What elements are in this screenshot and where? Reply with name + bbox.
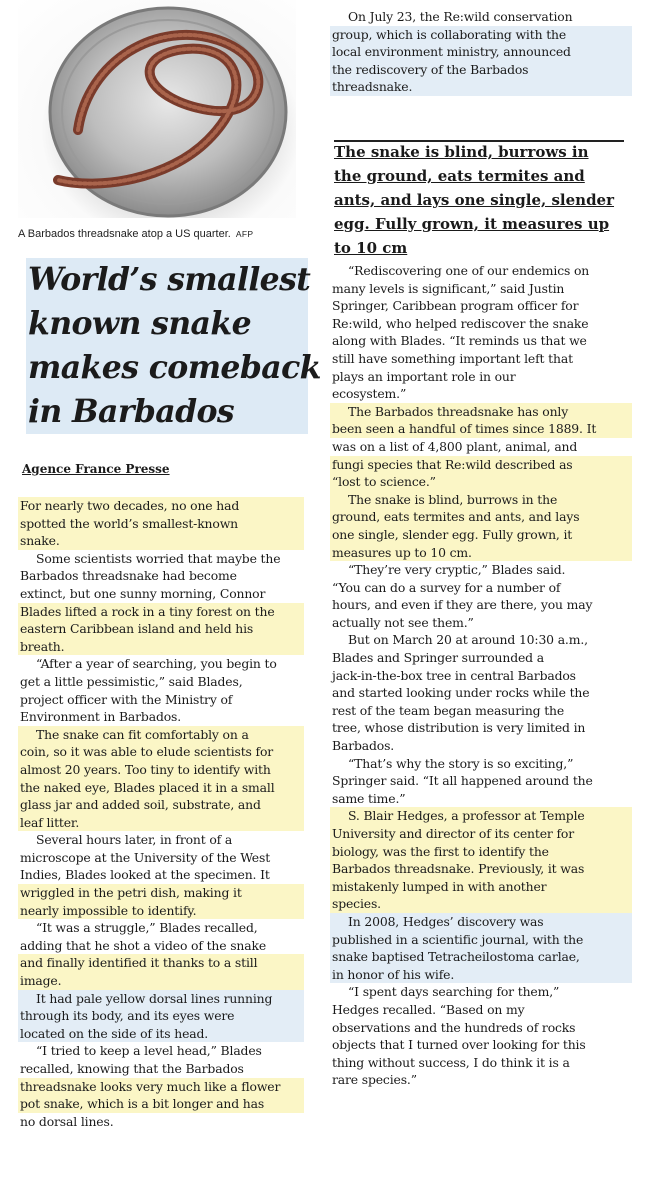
pull-quote-line: to 10 cm [334, 239, 408, 257]
text-line: local environment ministry, announced [330, 43, 632, 61]
text-line: wriggled in the petri dish, making it [18, 884, 304, 902]
text-line: The snake can fit comfortably on a [18, 726, 304, 744]
text-line: biology, was the first to identify the [330, 843, 632, 861]
text-line: Some scientists worried that maybe the [36, 550, 281, 566]
text-line: Barbados threadsnake. Previously, it was [330, 860, 632, 878]
text-line: leaf litter. [18, 814, 304, 832]
headline-line: makes comeback [26, 346, 308, 390]
headline-line: World’s smallest [26, 258, 308, 302]
text-line: S. Blair Hedges, a professor at Temple [330, 807, 632, 825]
text-line: But on March 20 at around 10:30 a.m., [348, 632, 588, 648]
text-line: same time.” [332, 790, 406, 806]
pull-quote-rule [334, 140, 624, 142]
pull-quote-line: ants, and lays one single, slender [334, 191, 615, 209]
text-line: On July 23, the Re:wild conservation [348, 9, 573, 24]
text-line: published in a scientific journal, with the [330, 931, 632, 949]
text-line: been seen a handful of times since 1889. It [330, 420, 632, 438]
right-article-body [330, 262, 632, 1089]
text-line: snake. [18, 532, 304, 550]
text-line: Indies, Blades looked at the specimen. It [20, 867, 270, 883]
text-line: Re:wild, who helped rediscover the snake [332, 315, 589, 331]
text-line: measures up to 10 cm. [330, 544, 632, 562]
text-line: in honor of his wife. [330, 966, 632, 984]
text-line: Environment in Barbados. [20, 709, 182, 725]
text-line: and started looking under rocks while the [332, 685, 590, 701]
text-line: snake baptised Tetracheilostoma carlae, [330, 948, 632, 966]
text-line: For nearly two decades, no one had [18, 497, 304, 515]
text-line: Springer said. “It all happened around the [332, 773, 593, 789]
text-line: hours, and even if they are there, you may [332, 597, 593, 613]
text-line: project officer with the Ministry of [20, 691, 233, 707]
text-line: The snake is blind, burrows in the [330, 491, 632, 509]
text-line: It had pale yellow dorsal lines running [18, 990, 304, 1008]
text-line: pot snake, which is a bit longer and has [18, 1095, 304, 1113]
text-line: was on a list of 4,800 plant, animal, and [332, 438, 578, 454]
text-line: along with Blades. “It reminds us that we [332, 333, 587, 349]
text-line: image. [18, 972, 304, 990]
headline [26, 258, 321, 434]
text-line: Blades lifted a rock in a tiny forest on the [18, 603, 304, 621]
text-line: “I spent days searching for them,” [348, 984, 560, 1000]
pull-quote-line: egg. Fully grown, it measures up [334, 215, 610, 233]
text-line: ecosystem.” [332, 386, 407, 402]
text-line: jack-in-the-box tree in central Barbados [332, 667, 576, 683]
text-line: actually not see them.” [332, 614, 474, 630]
caption-credit: AFP [235, 229, 254, 239]
text-line: In 2008, Hedges’ discovery was [330, 913, 632, 931]
left-article-body [18, 497, 304, 1130]
text-line: microscope at the University of the West [20, 849, 271, 865]
text-line: Blades and Springer surrounded a [332, 650, 544, 666]
text-line: “I tried to keep a level head,” Blades [36, 1043, 262, 1059]
text-line: “It was a struggle,” Blades recalled, [36, 920, 258, 936]
headline-line: in Barbados [26, 390, 308, 434]
text-line: extinct, but one sunny morning, Connor [20, 585, 266, 601]
text-line: many levels is significant,” said Justin [332, 280, 565, 296]
text-line: species. [330, 895, 632, 913]
text-line: through its body, and its eyes were [18, 1007, 304, 1025]
text-line: the naked eye, Blades placed it in a small [18, 779, 304, 797]
text-line: threadsnake looks very much like a flower [18, 1078, 304, 1096]
text-line: “You can do a survey for a number of [332, 579, 561, 595]
right-intro [330, 8, 632, 96]
text-line: nearly impossible to identify. [18, 902, 304, 920]
text-line: one single, slender egg. Fully grown, it [330, 526, 632, 544]
text-line: recalled, knowing that the Barbados [20, 1061, 244, 1076]
text-line: the rediscovery of the Barbados [330, 61, 632, 79]
text-line: “Rediscovering one of our endemics on [348, 263, 590, 278]
text-line: Barbados. [332, 738, 395, 754]
text-line: observations and the hundreds of rocks [332, 1019, 576, 1035]
text-line: University and director of its center for [330, 825, 632, 843]
text-line: The Barbados threadsnake has only [330, 403, 632, 421]
text-line: get a little pessimistic,” said Blades, [20, 673, 243, 689]
text-line: located on the side of its head. [18, 1025, 304, 1043]
text-line: “They’re very cryptic,” Blades said. [348, 562, 566, 578]
text-line: Hedges recalled. “Based on my [332, 1001, 525, 1017]
text-line: tree, whose distribution is very limited in [332, 720, 586, 736]
text-line: plays an important role in our [332, 368, 516, 384]
text-line: glass jar and added soil, substrate, and [18, 796, 304, 814]
text-line: breath. [18, 638, 304, 656]
text-line: “lost to science.” [330, 473, 632, 491]
text-line: “That’s why the story is so exciting,” [348, 755, 574, 771]
text-line: threadsnake. [330, 78, 632, 96]
text-line: Springer, Caribbean program officer for [332, 298, 579, 314]
text-line: fungi species that Re:wild described as [330, 456, 632, 474]
text-line: mistakenly lumped in with another [330, 878, 632, 896]
byline: Agence France Presse [22, 462, 170, 476]
text-line: no dorsal lines. [20, 1113, 114, 1129]
text-line: objects that I turned over looking for this [332, 1037, 586, 1053]
text-line: spotted the world’s smallest-known [18, 515, 304, 533]
text-line: coin, so it was able to elude scientists for [18, 743, 304, 761]
text-line: rest of the team began measuring the [332, 702, 565, 718]
pull-quote-line: the ground, eats termites and [334, 167, 585, 185]
snake-coin-illustration [18, 0, 296, 218]
text-line: ground, eats termites and ants, and lays [330, 508, 632, 526]
text-line: thing without success, I do think it is a [332, 1054, 570, 1070]
snake-on-quarter-photo [18, 0, 296, 218]
text-line: almost 20 years. Too tiny to identify with [18, 761, 304, 779]
photo-caption [18, 228, 304, 240]
text-line: adding that he shot a video of the snake [20, 937, 267, 953]
pull-quote-line: The snake is blind, burrows in [334, 143, 589, 161]
text-line: Several hours later, in front of a [36, 832, 233, 848]
pull-quote [334, 140, 634, 260]
text-line: rare species.” [332, 1072, 417, 1088]
text-line: and finally identified it thanks to a still [18, 954, 304, 972]
text-line: eastern Caribbean island and held his [18, 620, 304, 638]
text-line: group, which is collaborating with the [330, 26, 632, 44]
text-line: still have something important left that [332, 350, 573, 366]
headline-line: known snake [26, 302, 308, 346]
text-line: “After a year of searching, you begin to [36, 656, 277, 672]
caption-text: A Barbados threadsnake atop a US quarter. [18, 228, 231, 240]
text-line: Barbados threadsnake had become [20, 568, 237, 584]
